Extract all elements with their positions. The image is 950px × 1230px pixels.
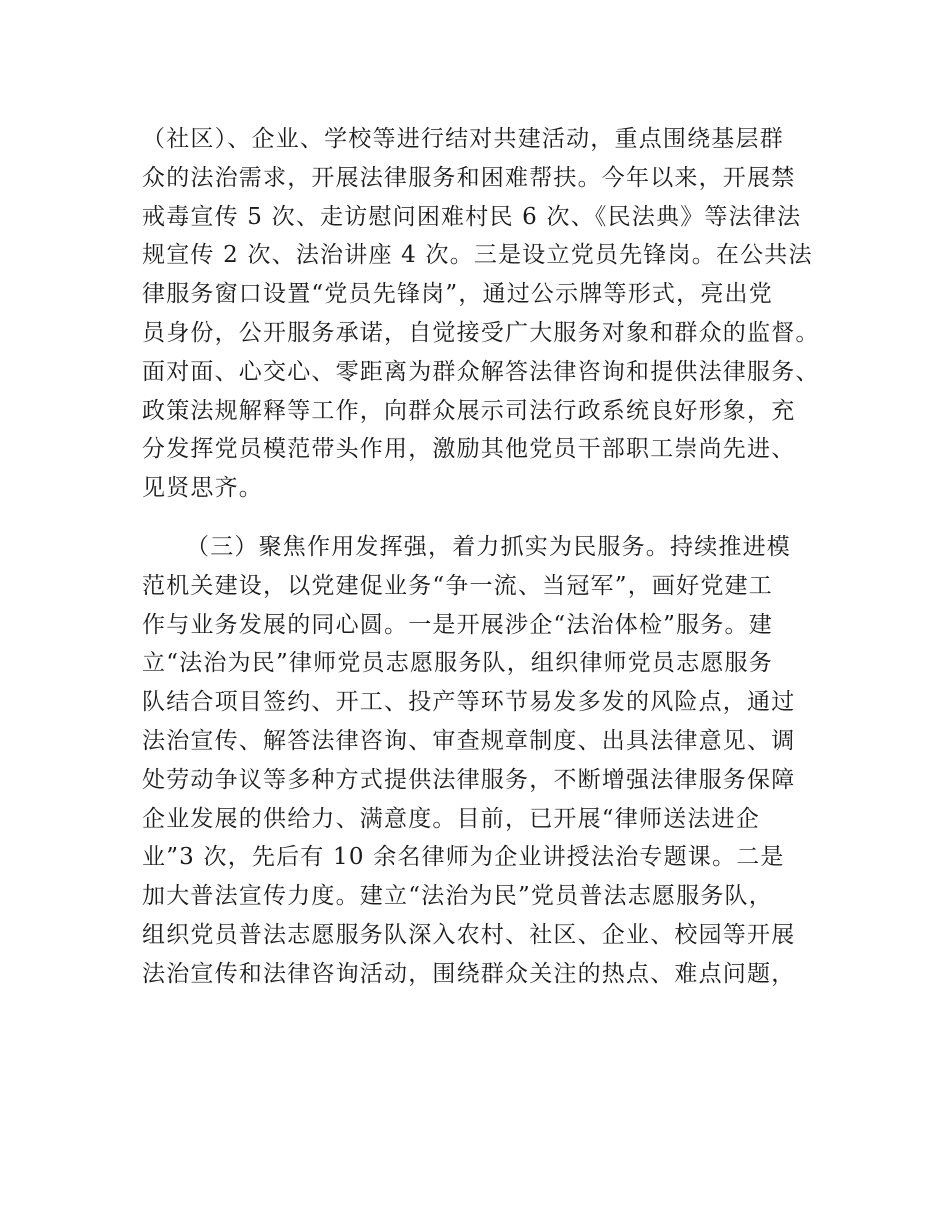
text-line: 加大普法宣传力度。建立“法治为民”党员普法志愿服务队， (142, 883, 773, 910)
text-line: 企业发展的供给力、满意度。目前，已开展“律师送法进企 (142, 805, 760, 832)
text-line: 戒毒宣传 5 次、走访慰问困难村民 6 次、《民法典》等法律法 (142, 203, 802, 230)
paragraph-spacer (142, 508, 822, 528)
text-line: 业”3 次，先后有 10 余名律师为企业讲授法治专题课。二是 (142, 844, 785, 871)
text-line: 律服务窗口设置“党员先锋岗”，通过公示牌等形式，亮出党 (142, 281, 773, 308)
text-line: 法治宣传、解答法律咨询、审查规章制度、出具法律意见、调 (142, 727, 796, 754)
text-line: 员身份，公开服务承诺，自觉接受广大服务对象和群众的监督。 (142, 319, 820, 346)
text-line: （三）聚焦作用发挥强，着力抓实为民服务。持续推进模 (186, 533, 791, 560)
body-text (142, 120, 822, 994)
text-line: 立“法治为民”律师党员志愿服务队，组织律师党员志愿服务 (142, 650, 773, 677)
text-line: 作与业务发展的同心圆。一是开展涉企“法治体检”服务。建 (142, 611, 773, 638)
text-line: 法治宣传和法律咨询活动，围绕群众关注的热点、难点问题， (142, 960, 796, 987)
text-line: 队结合项目签约、开工、投产等环节易发多发的风险点，通过 (142, 689, 796, 716)
paragraph-1 (142, 120, 822, 508)
paragraph-2 (142, 528, 822, 994)
text-line: 组织党员普法志愿服务队深入农村、社区、企业、校园等开展 (142, 921, 796, 948)
text-line: 处劳动争议等多种方式提供法律服务，不断增强法律服务保障 (142, 766, 796, 793)
text-line: 分发挥党员模范带头作用，激励其他党员干部职工崇尚先进、 (142, 436, 796, 463)
text-line: （社区）、企业、学校等进行结对共建活动，重点围绕基层群 (142, 126, 784, 152)
text-line: 政策法规解释等工作，向群众展示司法行政系统良好形象，充 (142, 397, 796, 424)
text-line: 规宣传 2 次、法治讲座 4 次。三是设立党员先锋岗。在公共法 (142, 242, 813, 269)
text-line: 见贤思齐。 (142, 475, 263, 502)
text-line: 范机关建设，以党建促业务“争一流、当冠军”，画好党建工 (142, 572, 773, 599)
text-line: 众的法治需求，开展法律服务和困难帮扶。今年以来，开展禁 (142, 164, 796, 191)
text-line: 面对面、心交心、零距离为群众解答法律咨询和提供法律服务、 (142, 358, 820, 385)
